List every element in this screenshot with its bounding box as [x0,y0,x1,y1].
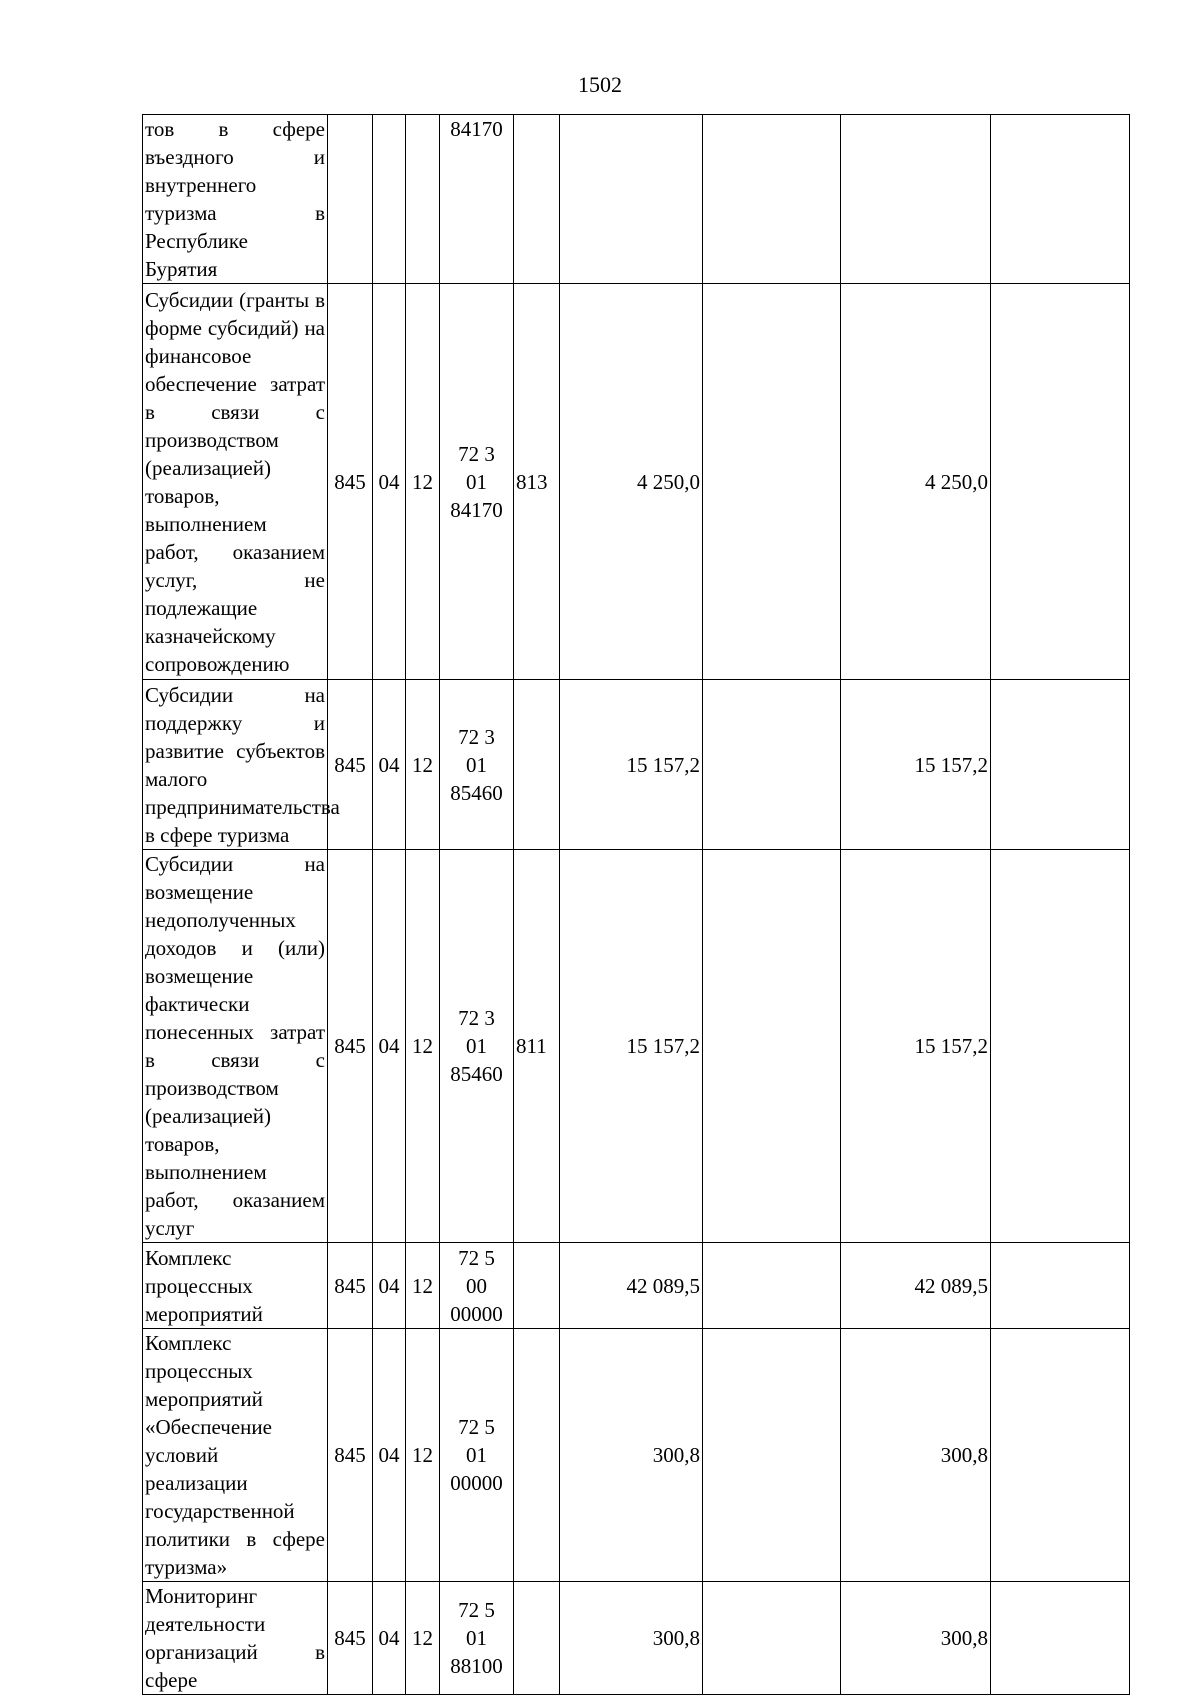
amount-cell-1: 4 250,0 [560,284,703,680]
csr-line: 01 [466,752,487,777]
csr-cell [440,680,514,850]
amount-cell-4 [991,1243,1130,1329]
amount-cell-2 [703,850,841,1243]
amount-cell-2 [703,284,841,680]
csr-cell [440,1243,514,1329]
csr-line: 01 [466,469,487,494]
csr-line: 85460 [450,780,503,805]
amount-cell-4 [991,115,1130,284]
table-row [143,115,1130,284]
rz-cell: 04 [373,284,406,680]
pr-cell: 12 [406,680,440,850]
table-row [143,1329,1130,1582]
vr-cell [514,1329,560,1582]
csr-line: 01 [466,1443,487,1467]
table-row [143,1582,1130,1695]
row-name-cell: тов в сфере въездного и внутреннего туризма в Республике Бурятия [143,115,328,284]
csr-cell [440,284,514,680]
grbs-cell: 845 [328,680,373,850]
row-name-cell: Субсидии на возмещение недополученных доходов и (или) возмещение фактически понесенных затрат в связи с производством (реализацией) товаров, выполнением работ, оказанием услуг [143,850,328,1243]
amount-cell-3: 4 250,0 [841,284,991,680]
table-row [143,1243,1130,1329]
vr-cell [514,1582,560,1695]
amount-cell-3: 15 157,2 [841,850,991,1243]
amount-cell-2 [703,1329,841,1582]
pr-cell: 12 [406,284,440,680]
grbs-cell: 845 [328,850,373,1243]
csr-line: 72 5 [458,1415,495,1439]
vr-cell [514,115,560,284]
csr-line: 88100 [450,1654,503,1678]
amount-cell-3: 300,8 [841,1329,991,1582]
vr-cell [514,1243,560,1329]
csr-cell [440,115,514,284]
row-name-cell: Субсидии (гранты в форме субсидий) на финансовое обеспечение затрат в связи с производством (реализацией) товаров, выполнением работ, оказанием услуг, не подлежащие казначейскому сопровождению [143,284,328,680]
row-name-cell: Мониторинг деятельности организаций в сфере [143,1582,328,1695]
amount-cell-4 [991,1582,1130,1695]
csr-line: 84170 [450,117,503,141]
pr-cell: 12 [406,1243,440,1329]
pr-cell: 12 [406,1582,440,1695]
csr-line: 72 3 [458,1006,495,1030]
pr-cell [406,115,440,284]
amount-cell-1: 300,8 [560,1329,703,1582]
amount-cell-2 [703,1582,841,1695]
amount-cell-4 [991,1329,1130,1582]
row-name-cell: Субсидии на поддержку и развитие субъектов малого предпринимательства в сфере туризма [143,680,328,850]
vr-cell: 811 [514,850,560,1243]
rz-cell: 04 [373,680,406,850]
amount-cell-1 [560,115,703,284]
table-row [143,680,1130,850]
amount-cell-1: 42 089,5 [560,1243,703,1329]
row-name-cell: Комплекс процессных мероприятий «Обеспечение условий реализации государственной политики в сфере туризма» [143,1329,328,1582]
table-row [143,850,1130,1243]
csr-line: 72 5 [458,1598,495,1622]
vr-cell [514,680,560,850]
grbs-cell: 845 [328,1329,373,1582]
row-name-cell: Комплекс процессных мероприятий [143,1243,328,1329]
table-row [143,284,1130,680]
amount-cell-4 [991,850,1130,1243]
amount-cell-3 [841,115,991,284]
budget-table [142,114,1130,1695]
amount-cell-3: 42 089,5 [841,1243,991,1329]
csr-line: 72 5 [458,1245,495,1270]
grbs-cell [328,115,373,284]
csr-line: 01 [466,1034,487,1058]
amount-cell-3: 300,8 [841,1582,991,1695]
page-number: 1502 [578,72,622,97]
pr-cell: 12 [406,1329,440,1582]
amount-cell-1: 300,8 [560,1582,703,1695]
rz-cell: 04 [373,1243,406,1329]
csr-line: 72 3 [458,724,495,749]
rz-cell: 04 [373,1582,406,1695]
amount-cell-4 [991,680,1130,850]
csr-line: 72 3 [458,441,495,466]
amount-cell-2 [703,1243,841,1329]
rz-cell [373,115,406,284]
amount-cell-2 [703,680,841,850]
rz-cell: 04 [373,1329,406,1582]
amount-cell-4 [991,284,1130,680]
pr-cell: 12 [406,850,440,1243]
csr-line: 84170 [450,497,503,522]
csr-cell [440,1329,514,1582]
csr-cell [440,850,514,1243]
csr-line: 00000 [450,1471,503,1495]
csr-line: 85460 [450,1062,503,1086]
amount-cell-1: 15 157,2 [560,680,703,850]
rz-cell: 04 [373,850,406,1243]
vr-cell: 813 [514,284,560,680]
csr-line: 00000 [450,1301,503,1326]
csr-cell [440,1582,514,1695]
grbs-cell: 845 [328,1243,373,1329]
amount-cell-2 [703,115,841,284]
grbs-cell: 845 [328,1582,373,1695]
csr-line: 01 [466,1626,487,1650]
csr-line: 00 [466,1273,487,1298]
amount-cell-3: 15 157,2 [841,680,991,850]
grbs-cell: 845 [328,284,373,680]
amount-cell-1: 15 157,2 [560,850,703,1243]
